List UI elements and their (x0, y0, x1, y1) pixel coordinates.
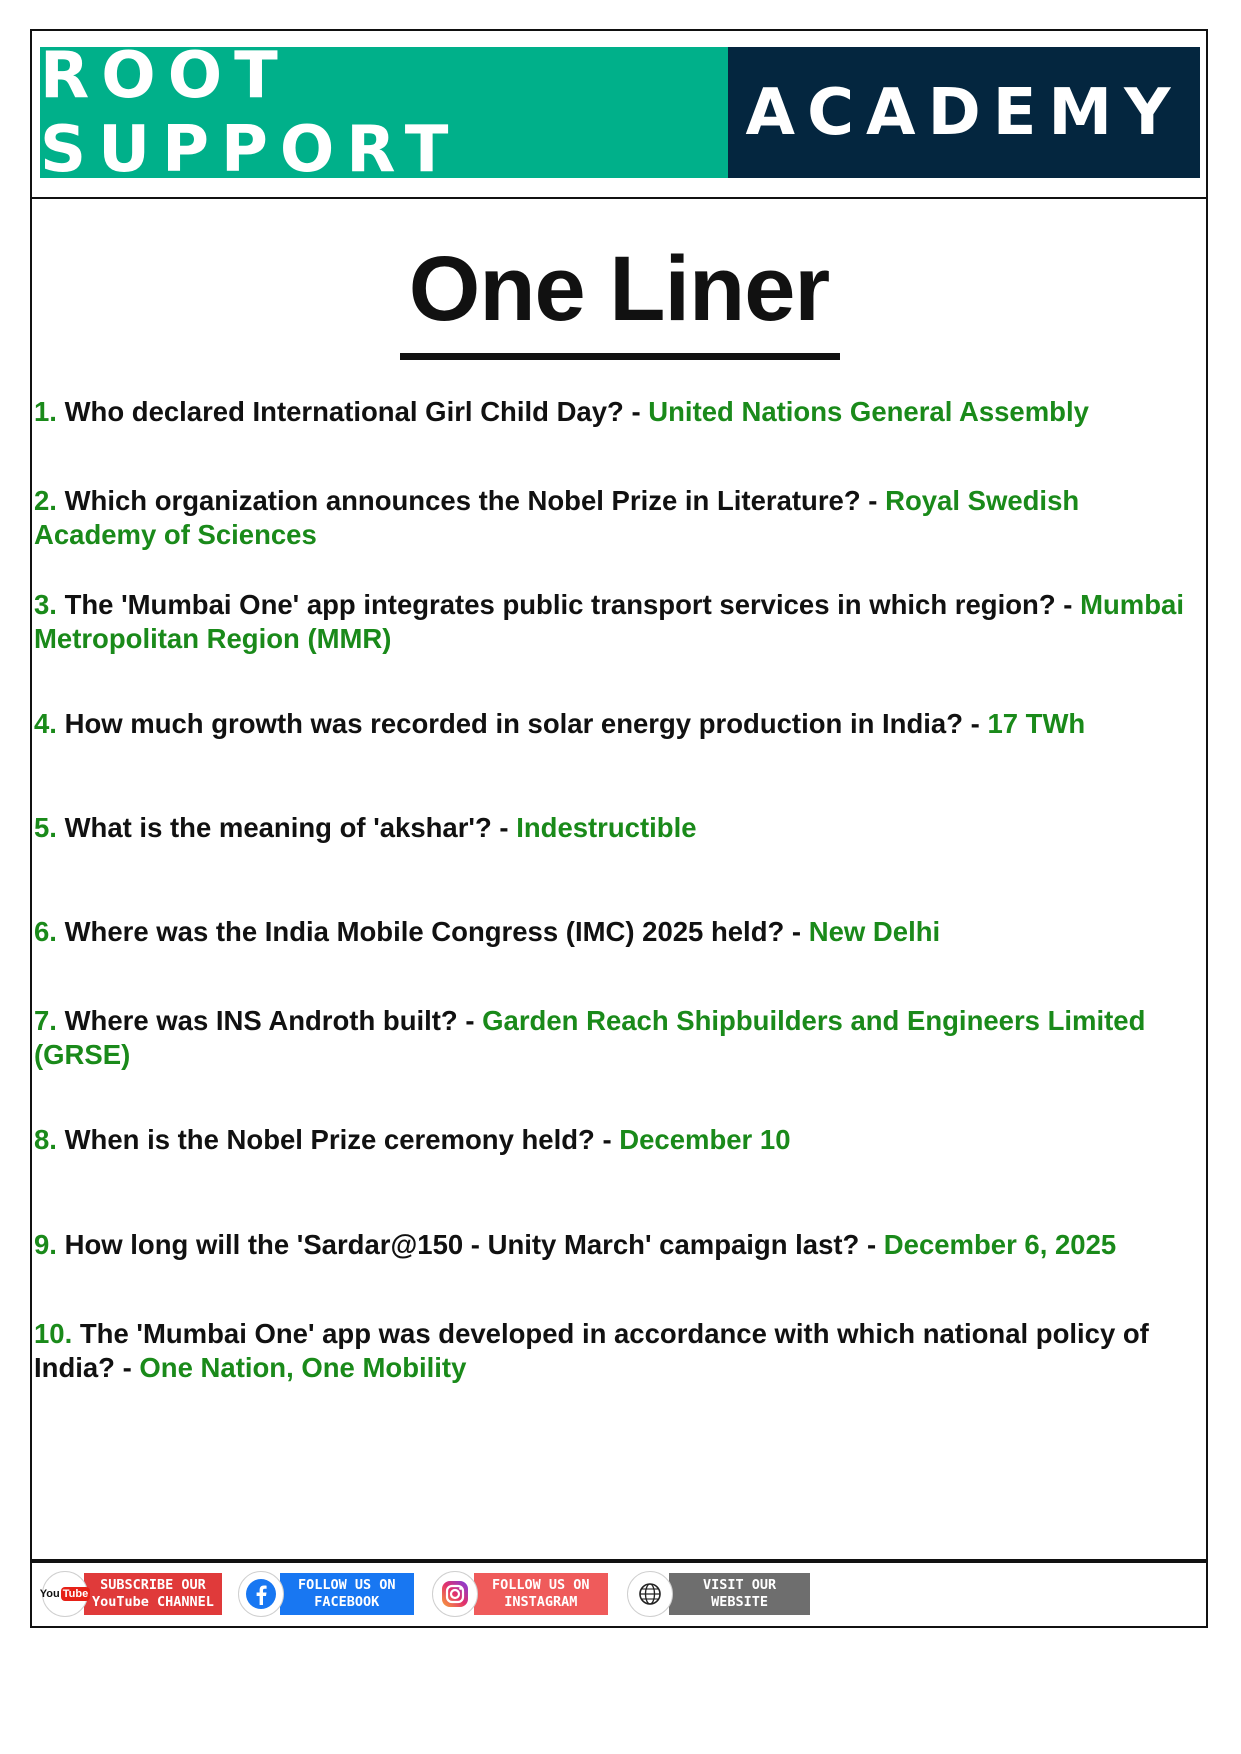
facebook-line1: FOLLOW US ON (298, 1577, 396, 1593)
page-frame (30, 29, 1208, 1628)
question-text: How long will the 'Sardar@150 - Unity March' campaign last? - (64, 1229, 877, 1260)
youtube-subscribe-button[interactable] (84, 1573, 222, 1615)
question-text: Where was the India Mobile Congress (IMC) 2025 held? - (64, 916, 802, 947)
question-text: Who declared International Girl Child Day? - (64, 396, 641, 427)
answer-text: Indestructible (516, 812, 697, 843)
question-text: How much growth was recorded in solar energy production in India? - (64, 708, 980, 739)
answer-text: United Nations General Assembly (648, 396, 1089, 427)
youtube-line1: SUBSCRIBE OUR (100, 1577, 206, 1593)
question-item (34, 395, 1204, 429)
question-text: Which organization announces the Nobel Prize in Literature? - (64, 485, 878, 516)
youtube-logo-tube: Tube (62, 1588, 89, 1600)
question-item (34, 588, 1204, 656)
youtube-line2: YouTube CHANNEL (92, 1594, 214, 1610)
question-text: Where was INS Androth built? - (64, 1005, 475, 1036)
question-text: The 'Mumbai One' app was developed in accordance with which national policy of India? - (34, 1318, 1149, 1383)
question-number: 8. (34, 1124, 57, 1155)
brand-right-panel (728, 47, 1200, 178)
youtube-subscribe-link[interactable] (39, 1573, 222, 1615)
answer-text: December 6, 2025 (883, 1229, 1117, 1260)
answer-text: Royal Swedish Academy of Sciences (34, 485, 1080, 550)
question-number: 6. (34, 916, 57, 947)
youtube-logo-you: You (39, 1588, 60, 1600)
facebook-follow-link[interactable] (238, 1573, 414, 1615)
answer-text: Mumbai Metropolitan Region (MMR) (34, 589, 1184, 654)
question-number: 9. (34, 1229, 57, 1260)
question-item (34, 1123, 1204, 1157)
answer-text: New Delhi (808, 916, 941, 947)
page-title: One Liner (408, 238, 830, 340)
website-line2: WEBSITE (711, 1594, 769, 1610)
question-number: 4. (34, 708, 57, 739)
instagram-follow-button[interactable] (474, 1573, 608, 1615)
instagram-line1: FOLLOW US ON (492, 1577, 590, 1593)
title-underline (400, 353, 840, 360)
instagram-line2: INSTAGRAM (504, 1594, 578, 1610)
question-number: 1. (34, 396, 57, 427)
facebook-follow-button[interactable] (280, 1573, 414, 1615)
answer-text: Garden Reach Shipbuilders and Engineers Limited (GRSE) (34, 1005, 1146, 1070)
question-number: 5. (34, 812, 57, 843)
brand-banner (40, 38, 1200, 187)
brand-left-text: ROOT SUPPORT (40, 38, 461, 187)
question-item (34, 915, 1204, 949)
globe-icon (627, 1571, 673, 1617)
question-item (34, 1228, 1204, 1262)
question-text: What is the meaning of 'akshar'? - (64, 812, 509, 843)
question-text: When is the Nobel Prize ceremony held? - (64, 1124, 612, 1155)
question-item (34, 811, 1204, 845)
website-visit-link[interactable] (627, 1573, 810, 1615)
question-item (34, 484, 1204, 552)
instagram-icon (432, 1571, 478, 1617)
footer-social-bar (32, 1559, 1206, 1631)
question-text: The 'Mumbai One' app integrates public transport services in which region? - (64, 589, 1073, 620)
question-item (34, 1317, 1204, 1385)
facebook-icon (238, 1571, 284, 1617)
website-visit-button[interactable] (669, 1573, 810, 1615)
facebook-line2: FACEBOOK (314, 1594, 380, 1610)
brand-left-panel (40, 38, 728, 187)
youtube-icon (39, 1571, 89, 1617)
answer-text: One Nation, One Mobility (139, 1352, 467, 1383)
question-number: 7. (34, 1005, 57, 1036)
instagram-follow-link[interactable] (432, 1573, 608, 1615)
question-number: 10. (34, 1318, 73, 1349)
header (32, 31, 1206, 199)
question-number: 3. (34, 589, 57, 620)
brand-right-text: ACADEMY (745, 75, 1183, 150)
question-item (34, 707, 1204, 741)
website-line1: VISIT OUR (703, 1577, 777, 1593)
question-number: 2. (34, 485, 57, 516)
answer-text: December 10 (619, 1124, 791, 1155)
answer-text: 17 TWh (987, 708, 1086, 739)
question-item (34, 1004, 1204, 1072)
